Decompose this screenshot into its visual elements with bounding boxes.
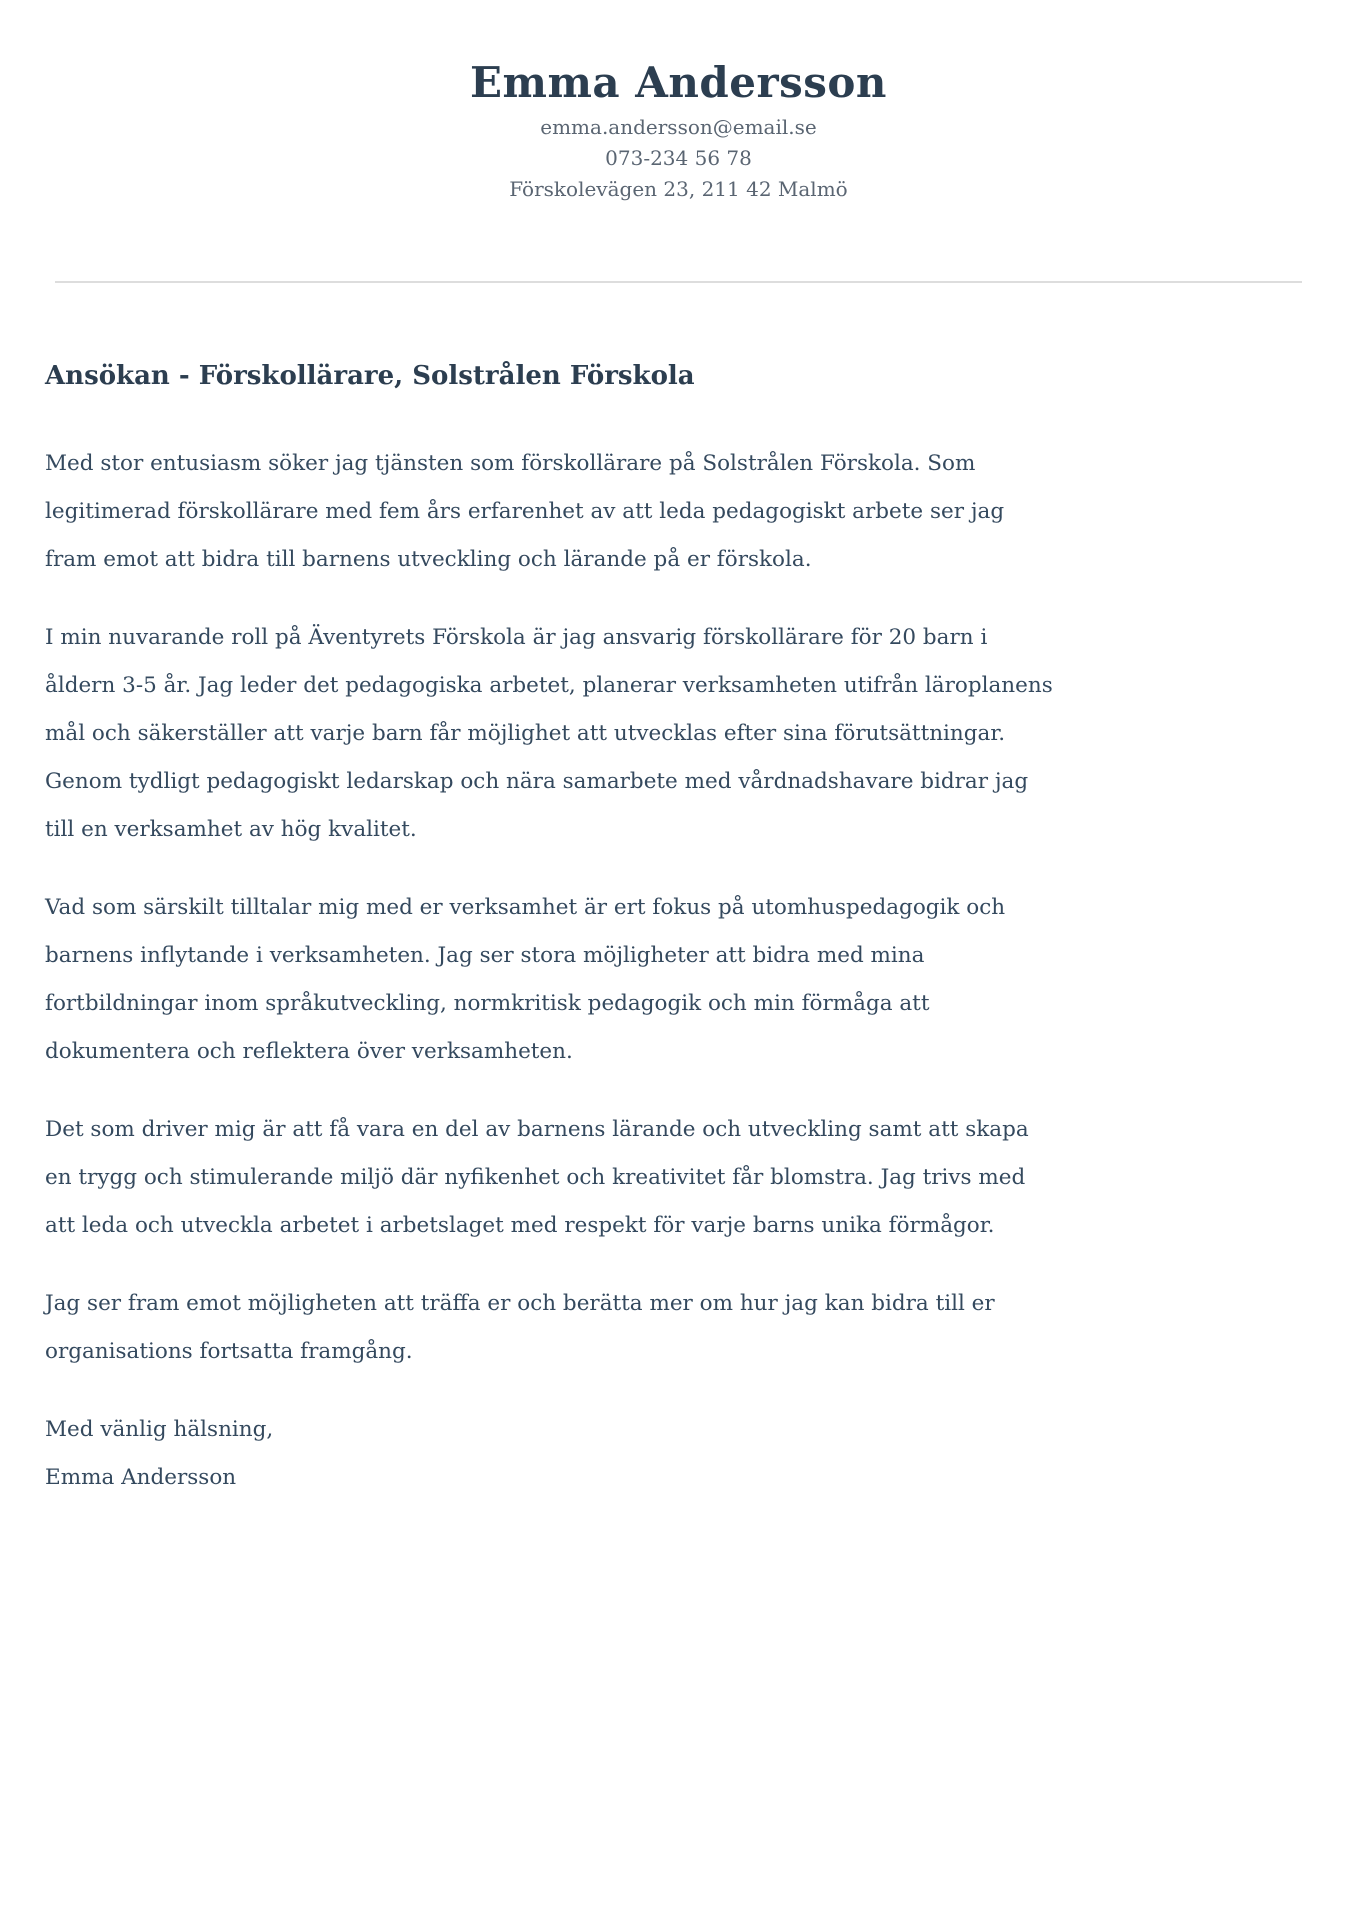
contact-email: emma.andersson@email.se [540, 115, 817, 139]
header-divider [55, 281, 1302, 283]
letter-paragraph: Det som driver mig är att få vara en del av barnens lärande och utveckling samt att skapa en trygg och stimulerande miljö där nyfikenhet och kreativitet får blomstra. Jag trivs med att leda och utveckla arbetet i arbetslaget med respekt för varje barns unika förmågor. [45, 1117, 1029, 1238]
letter-paragraph: I min nuvarande roll på Äventyrets Förskola är jag ansvarig förskollärare för 20 barn i åldern 3-5 år. Jag leder det pedagogiska arbetet, planerar verksamheten utifrån läroplanens mål och säkerställer att varje barn får möjlighet att utvecklas efter sina förutsättningar. Genom tydligt pedagogiskt ledarskap och nära samarbete med vårdnadshavare bidrar jag till en verksamhet av hög kvalitet. [45, 625, 1053, 842]
letter-subject: Ansökan - Förskollärare, Solstrålen Förskola [45, 361, 695, 391]
letter-paragraph: Vad som särskilt tilltalar mig med er verksamhet är ert fokus på utomhuspedagogik och barnens inflytande i verksamheten. Jag ser stora möjligheter att bidra med mina fortbildningar inom språkutveckling, normkritisk pedagogik och min förmåga att dokumentera och reflektera över verksamheten. [45, 895, 1006, 1064]
signature-name: Emma Andersson [45, 1465, 237, 1490]
contact-phone: 073-234 56 78 [605, 146, 752, 170]
closing-salutation: Med vänlig hälsning, [45, 1417, 274, 1442]
letter-body [45, 359, 1312, 1502]
applicant-name: Emma Andersson [470, 58, 887, 107]
letter-paragraph: Med stor entusiasm söker jag tjänsten som förskollärare på Solstrålen Förskola. Som legitimerad förskollärare med fem års erfarenhet av att leda pedagogiskt arbete ser jag fram emot att bidra till barnens utveckling och lärande på er förskola. [45, 451, 1005, 572]
contact-address: Förskolevägen 23, 211 42 Malmö [509, 177, 848, 201]
letter-header [45, 58, 1312, 205]
letter-closing [45, 1406, 1312, 1502]
letter-paragraph: Jag ser fram emot möjligheten att träffa er och berätta mer om hur jag kan bidra till er organisations fortsatta framgång. [45, 1291, 995, 1364]
